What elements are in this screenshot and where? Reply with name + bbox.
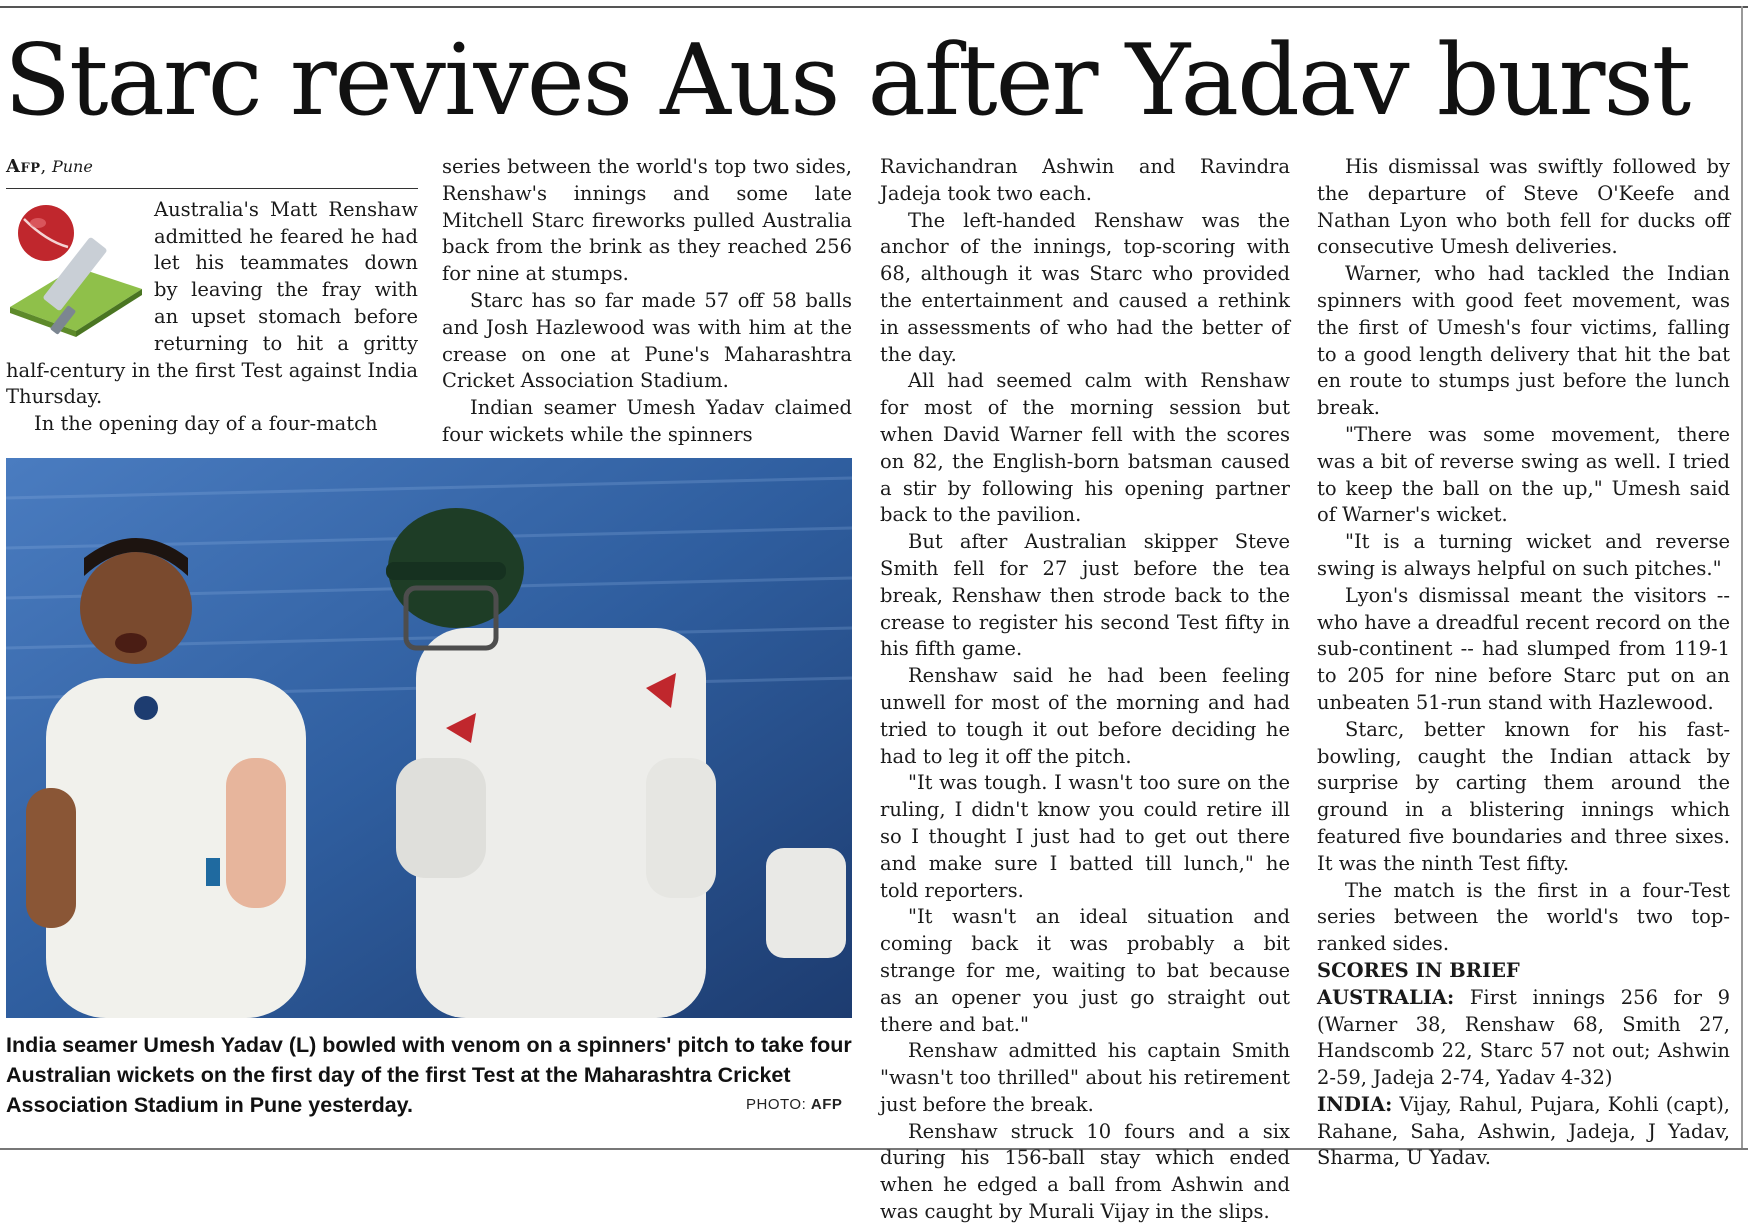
match-photo	[6, 458, 852, 1018]
article-paragraph: Renshaw said he had been feeling unwell for most of the morning and had tried to tough it out before deciding he had to leg it off the pitch.	[880, 664, 1290, 768]
article-column-3	[880, 154, 1290, 1226]
article-column-4	[1317, 154, 1730, 1172]
article-paragraph: Warner, who had tackled the Indian spinners with good feet movement, was the first of Umesh's four victims, falling to a good length delivery that hit the bat en route to stumps just before the lunch break.	[1317, 262, 1730, 420]
article-paragraph: "It is a turning wicket and reverse swing is always helpful on such pitches."	[1317, 530, 1730, 580]
article-paragraph: Renshaw struck 10 fours and a six during his 156-ball stay which ended when he edged a ball from Ashwin and was caught by Murali Vijay in the slips.	[880, 1119, 1290, 1224]
scores-india-text: Vijay, Rahul, Pujara, Kohli (capt), Rahane, Saha, Ashwin, Jadeja, J Yadav, Sharma, U Yadav.	[1317, 1092, 1731, 1170]
photo-illustration	[6, 458, 852, 1018]
byline: Afp, Pune	[6, 154, 418, 189]
byline-agency: Afp	[6, 156, 41, 177]
headline: Starc revives Aus after Yadav burst	[4, 24, 1690, 138]
article-paragraph: series between the world's top two sides, Renshaw's innings and some late Mitchell Starc fireworks pulled Australia back from the brink as they reached 256 for nine at stumps.	[442, 155, 852, 286]
article-paragraph: "There was some movement, there was a bit of reverse swing as well. I tried to keep the ball on the up," Umesh said of Warner's wicket.	[1317, 422, 1730, 527]
scores-india	[1317, 1092, 1730, 1172]
scores-australia-label: AUSTRALIA:	[1317, 985, 1455, 1009]
article-paragraph: The match is the first in a four-Test series between the world's two top-ranked sides.	[1317, 878, 1730, 956]
article-paragraph: Starc, better known for his fast-bowling, caught the Indian attack by surprise by carting them around the ground in a blistering innings which featured five boundaries and three sixes. It was the ninth Test fifty.	[1317, 717, 1730, 875]
article-paragraph: Lyon's dismissal meant the visitors -- who have a dreadful recent record on the sub-continent -- had slumped from 119-1 to 205 for nine before Starc put on an unbeaten 51-run stand with Hazlewood.	[1317, 583, 1730, 714]
right-rule	[1741, 6, 1743, 1150]
scores-australia-text: First innings 256 for 9 (Warner 38, Renshaw 68, Smith 27, Handscomb 22, Starc 57 not out; Ashwin 2-59, Jadeja 2-74, Yadav 4-32)	[1317, 985, 1730, 1090]
article-paragraph: Starc has so far made 57 off 58 balls and Josh Hazlewood was with him at the crease on one at Pune's Maharashtra Cricket Association Stadium.	[442, 288, 852, 393]
scores-india-label: INDIA:	[1317, 1092, 1393, 1116]
photo-credit	[746, 1096, 842, 1113]
photo-caption: India seamer Umesh Yadav (L) bowled with venom on a spinners' pitch to take four Australian wickets on the first day of the first Test at the Maharashtra Cricket Association Stadium in Pune yesterday.	[6, 1033, 852, 1117]
article-paragraph: All had seemed calm with Renshaw for most of the morning session but when David Warner fell with the scores on 82, the English-born batsman caused a stir by following his opening partner back to the pavilion.	[880, 369, 1290, 527]
article-column-1	[6, 154, 418, 438]
photo-credit-source: AFP	[810, 1096, 843, 1113]
article-paragraph: In the opening day of a four-match	[34, 412, 378, 436]
article-paragraph: Ravichandran Ashwin and Ravindra Jadeja took two each.	[880, 155, 1290, 205]
article-paragraph: But after Australian skipper Steve Smith fell for 27 just before the tea break, Renshaw then strode back to the crease to register his second Test fifty in his fifth game.	[880, 530, 1290, 661]
article-paragraph: The left-handed Renshaw was the anchor of the innings, top-scoring with 68, although it was Starc who provided the entertainment and caused a rethink in assessments of who had the better of the day.	[880, 208, 1290, 366]
top-rule	[0, 6, 1748, 8]
article-paragraph: Renshaw admitted his captain Smith "wasn't too thrilled" about his retirement just before the break.	[880, 1039, 1290, 1116]
article-paragraph: "It was tough. I wasn't too sure on the ruling, I didn't know you could retire ill so I thought I just had to get out there and make sure I batted till lunch," he told reporters.	[880, 771, 1290, 902]
scores-heading: SCORES IN BRIEF	[1317, 958, 1520, 982]
article-paragraph: Australia's Matt Renshaw admitted he feared he had let his teammates down by leaving the fray with an upset stomach before returning to hit a gritty half-century in the first Test against India Thursday.	[6, 197, 418, 409]
cricket-ball-bat-icon	[6, 197, 146, 337]
article-paragraph: Indian seamer Umesh Yadav claimed four wickets while the spinners	[442, 396, 852, 446]
article-column-2	[442, 154, 852, 449]
scores-australia	[1317, 985, 1730, 1092]
byline-city: Pune	[51, 157, 93, 176]
photo-credit-label: PHOTO:	[746, 1096, 807, 1113]
article-paragraph: "It wasn't an ideal situation and coming back it was probably a bit strange for me, waiting to bat because as an opener you just go straight out there and bat."	[880, 905, 1290, 1036]
article-paragraph: His dismissal was swiftly followed by the departure of Steve O'Keefe and Nathan Lyon who both fell for ducks off consecutive Umesh deliveries.	[1317, 155, 1730, 259]
